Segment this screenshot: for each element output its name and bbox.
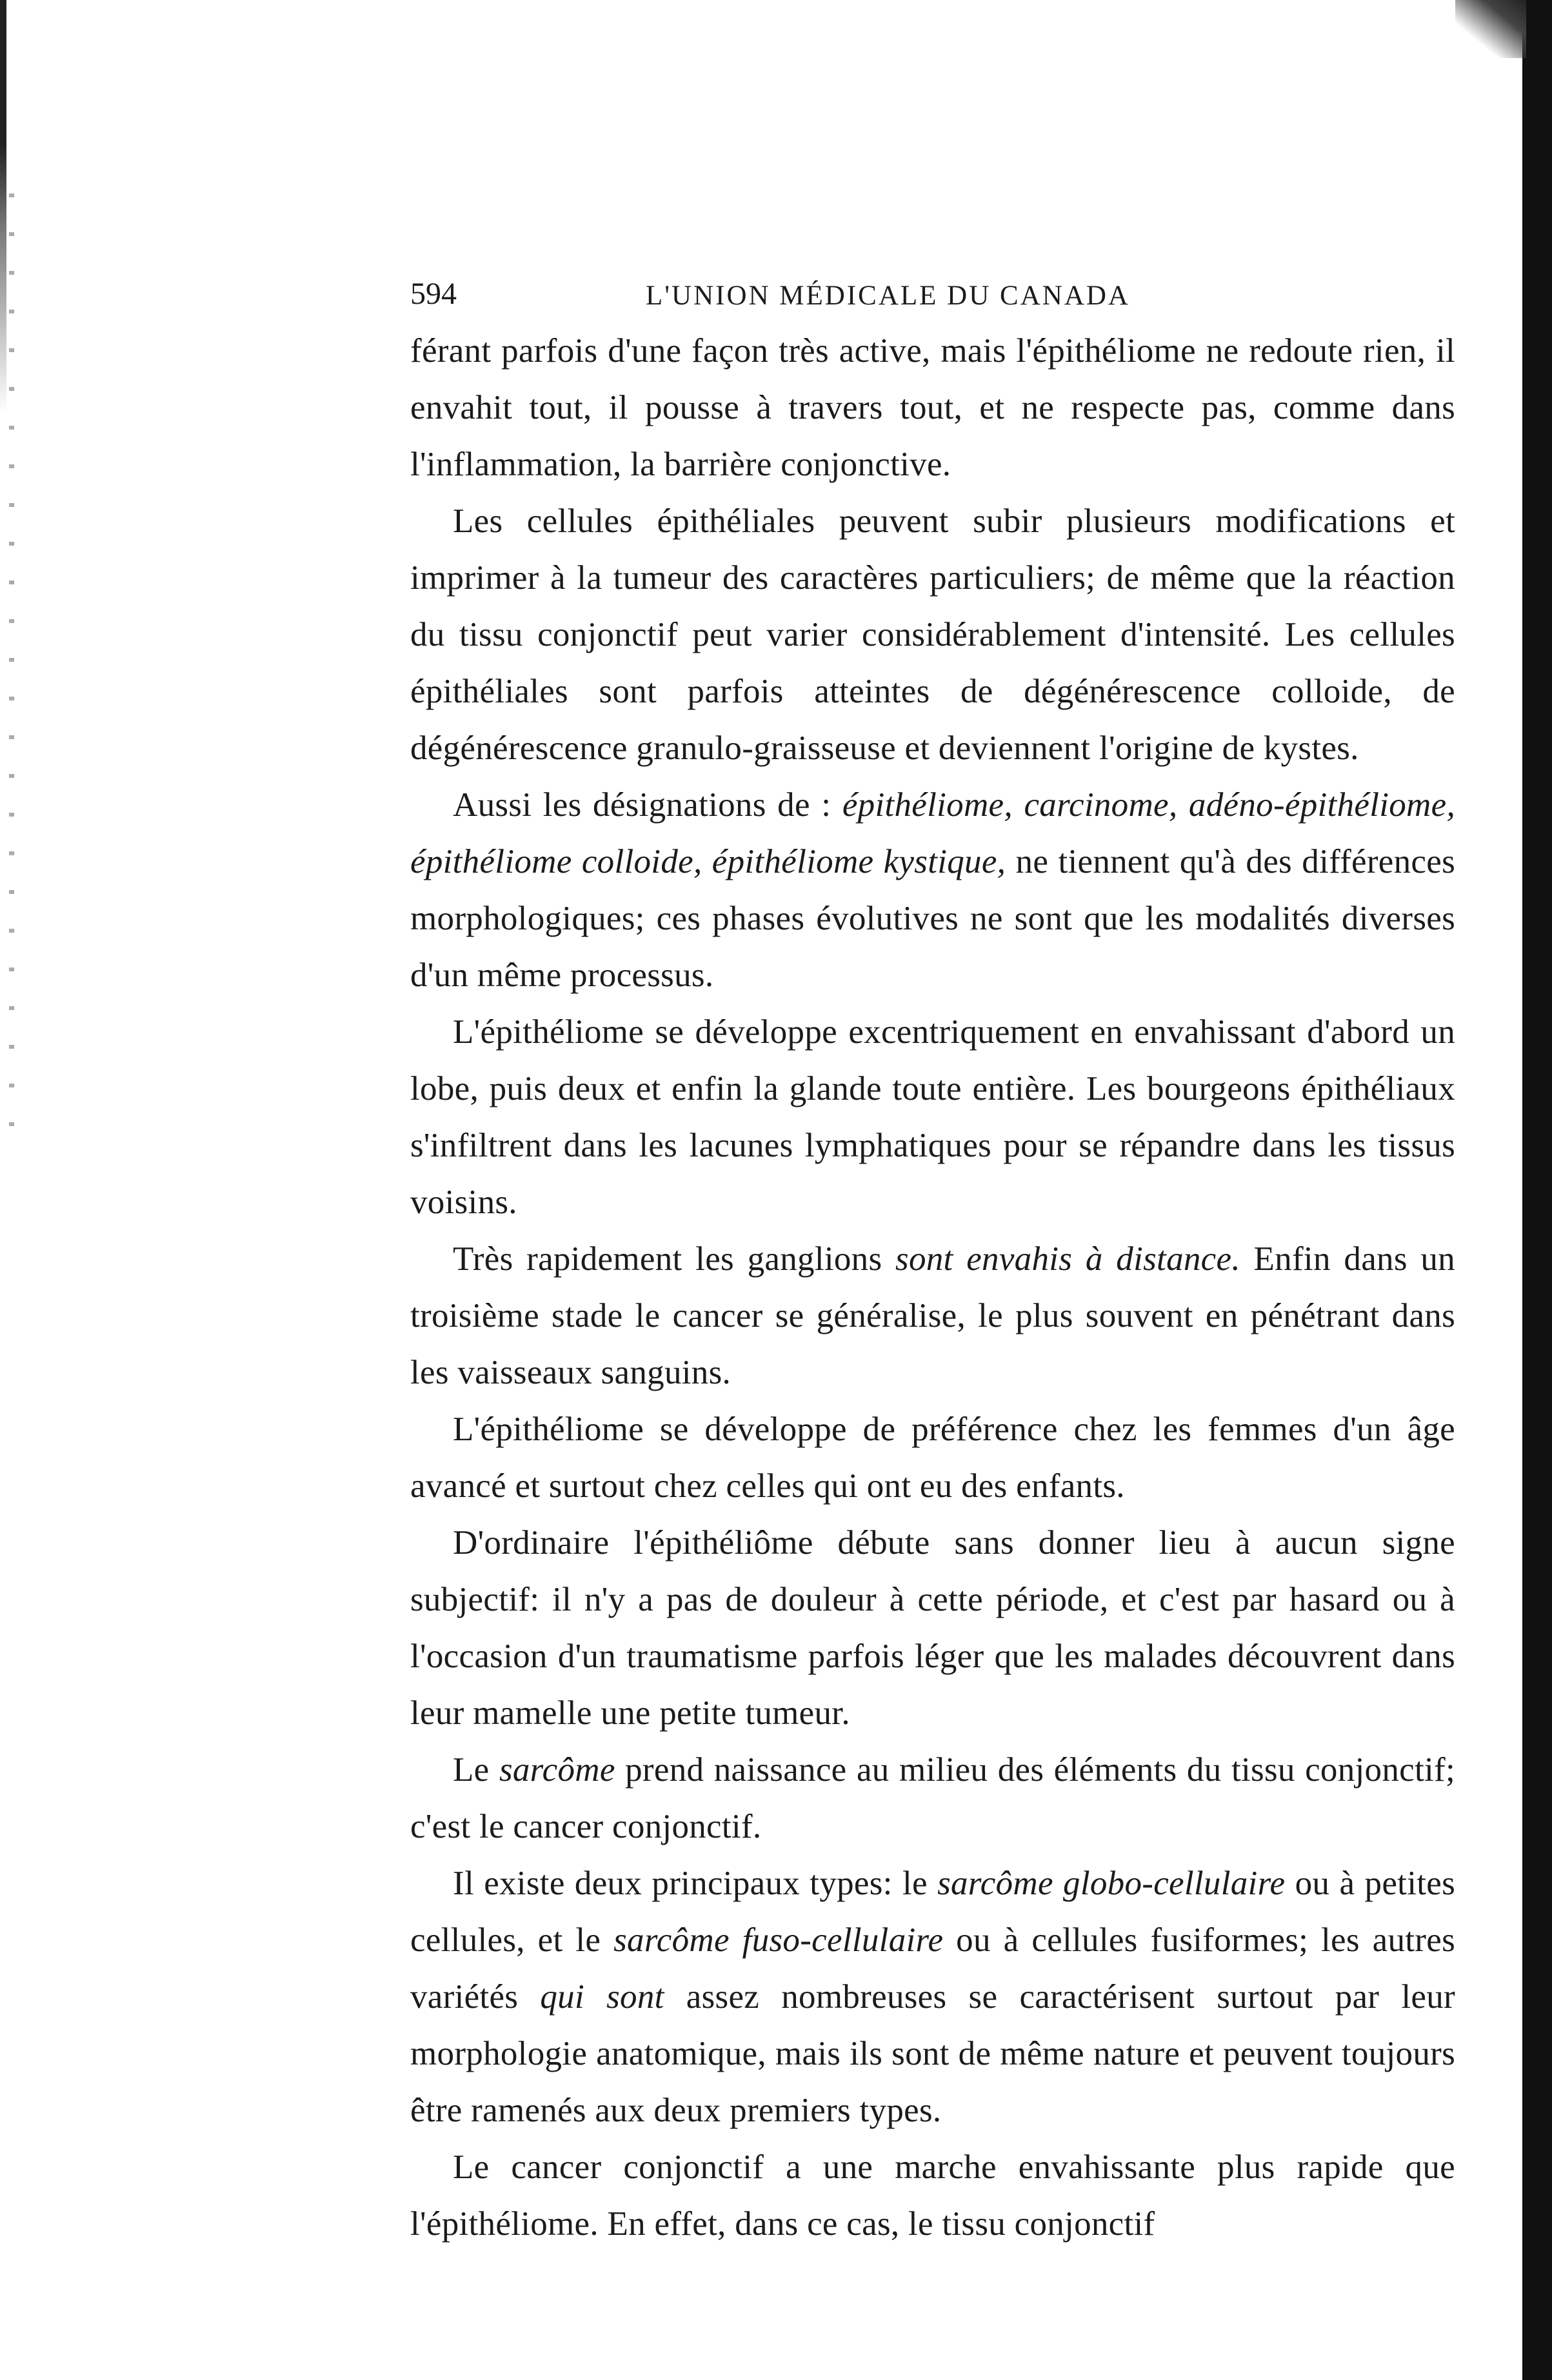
scan-corner-shadow <box>1455 0 1526 58</box>
paragraph-2: Les cellules épithéliales peuvent subir plusieurs modifications et imprimer à la tumeur des caractères particuliers; de même que la réaction du tissu conjonctif peut varier considérablement d'intensité. Les cellules épithéliales sont parfois atteintes de dégénérescence colloide, de dégénérescence granulo-graisseuse et deviennent l'origine de kystes. <box>410 502 1455 767</box>
paragraph-8: Le sarcôme prend naissance au milieu des éléments du tissu conjonctif; c'est le cancer conjonctif. <box>410 1751 1455 1845</box>
running-head <box>410 264 1455 322</box>
italic-term-fuso: sarcôme fuso-cellulaire <box>613 1921 944 1959</box>
paragraph-4: L'épithéliome se développe excentriquement en envahissant d'abord un lobe, puis deux et enfin la glande toute entière. Les bourgeons épithéliaux s'infiltrent dans les lacunes lymphatiques pour se répandre dans les tissus voisins. <box>410 1013 1455 1221</box>
italic-terms: épithéliome, carcinome, adéno-épithéliome, épithéliome colloide, épithéliome kystique, <box>410 786 1456 880</box>
italic-phrase: sont envahis à distance. <box>895 1240 1240 1278</box>
page <box>410 264 1455 2252</box>
paragraph-1: férant parfois d'une façon très active, mais l'épithéliome ne redoute rien, il envahit tout, il pousse à travers tout, et ne respecte pas, comme dans l'inflammation, la barrière conjonctive. <box>410 332 1455 483</box>
paragraph-7: D'ordinaire l'épithéliôme débute sans donner lieu à aucun signe subjectif: il n'y a pas de douleur à cette période, et c'est par hasard ou à l'occasion d'un traumatisme parfois léger que les malades découvrent dans leur mamelle une petite tumeur. <box>410 1524 1455 1732</box>
scan-shadow-left <box>0 0 6 413</box>
scan-shadow-right <box>1522 0 1552 2380</box>
italic-phrase-qui-sont: qui sont <box>540 1978 664 2016</box>
italic-term-sarcome: sarcôme <box>499 1751 615 1789</box>
scan-specks-left <box>9 193 14 1161</box>
journal-title: L'UNION MÉDICALE DU CANADA <box>646 281 1130 311</box>
paragraph-5: Très rapidement les ganglions sont envahis à distance. Enfin dans un troisième stade le cancer se généralise, le plus souvent en pénétrant dans les vaisseaux sanguins. <box>410 1240 1455 1391</box>
paragraph-6: L'épithéliome se développe de préférence chez les femmes d'un âge avancé et surtout chez celles qui ont eu des enfants. <box>410 1411 1455 1505</box>
paragraph-10: Le cancer conjonctif a une marche envahissante plus rapide que l'épithéliome. En effet, dans ce cas, le tissu conjonctif <box>410 2148 1455 2243</box>
page-number: 594 <box>410 277 457 311</box>
body-text <box>410 322 1455 2252</box>
italic-term-globo: sarcôme globo-cellulaire <box>937 1865 1286 1902</box>
paragraph-3: Aussi les désignations de : épithéliome, carcinome, adéno-épithéliome, épithéliome colloide, épithéliome kystique, ne tiennent qu'à des différences morphologiques; ces phases évolutives ne sont que les modalités diverses d'un même processus. <box>410 786 1456 994</box>
paragraph-9: Il existe deux principaux types: le sarcôme globo-cellulaire ou à petites cellules, et le sarcôme fuso-cellulaire ou à cellules fusiformes; les autres variétés qui sont assez nombreuses se caractérisent surtout par leur morphologie anatomique, mais ils sont de même nature et peuvent toujours être ramenés aux deux premiers types. <box>410 1865 1456 2129</box>
